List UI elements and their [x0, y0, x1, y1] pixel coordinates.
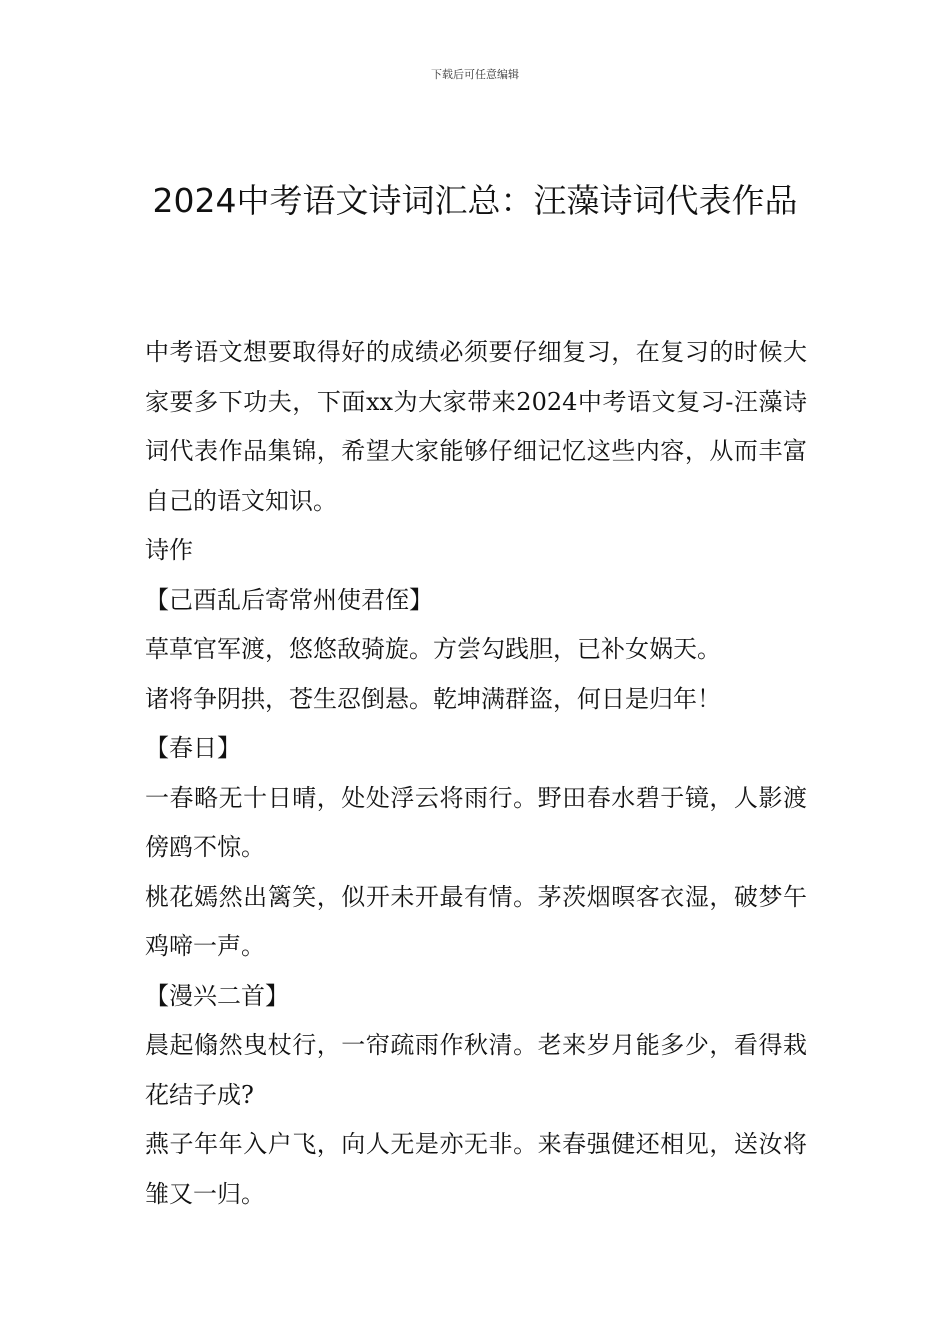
poem-line: 燕子年年入户飞，向人无是亦无非。来春强健还相见，送汝将雏又一归。 — [145, 1130, 807, 1208]
header-note: 下载后可任意编辑 — [431, 68, 519, 81]
poem-line: 桃花嫣然出篱笑，似开未开最有情。茅茨烟暝客衣湿，破梦午鸡啼一声。 — [145, 882, 807, 960]
poem-title: 【春日】 — [145, 734, 241, 762]
section-label: 诗作 — [145, 536, 193, 564]
poem-line: 草草官军渡，悠悠敌骑旋。方尝勾践胆，已补女娲天。 — [145, 635, 721, 663]
document-body — [145, 328, 807, 1219]
poem-title: 【漫兴二首】 — [145, 981, 289, 1010]
poem-line: 晨起翛然曳杖行，一帘疏雨作秋清。老来岁月能多少，看得栽花结子成? — [145, 1031, 807, 1109]
document-title: 2024中考语文诗词汇总：汪藻诗词代表作品 — [152, 181, 798, 220]
poem-line: 诸将争阴拱，苍生忍倒悬。乾坤满群盗，何日是归年！ — [145, 684, 721, 713]
intro-paragraph: 中考语文想要取得好的成绩必须要仔细复习，在复习的时候大家要多下功夫，下面xx为大家带来2024中考语文复习-汪藻诗词代表作品集锦，希望大家能够仔细记忆这些内容，从而丰富自己的语文知识。 — [145, 338, 807, 515]
poem-line: 一春略无十日晴，处处浮云将雨行。野田春水碧于镜，人影渡傍鸥不惊。 — [145, 783, 807, 861]
poem-title: 【己酉乱后寄常州使君侄】 — [145, 585, 433, 614]
